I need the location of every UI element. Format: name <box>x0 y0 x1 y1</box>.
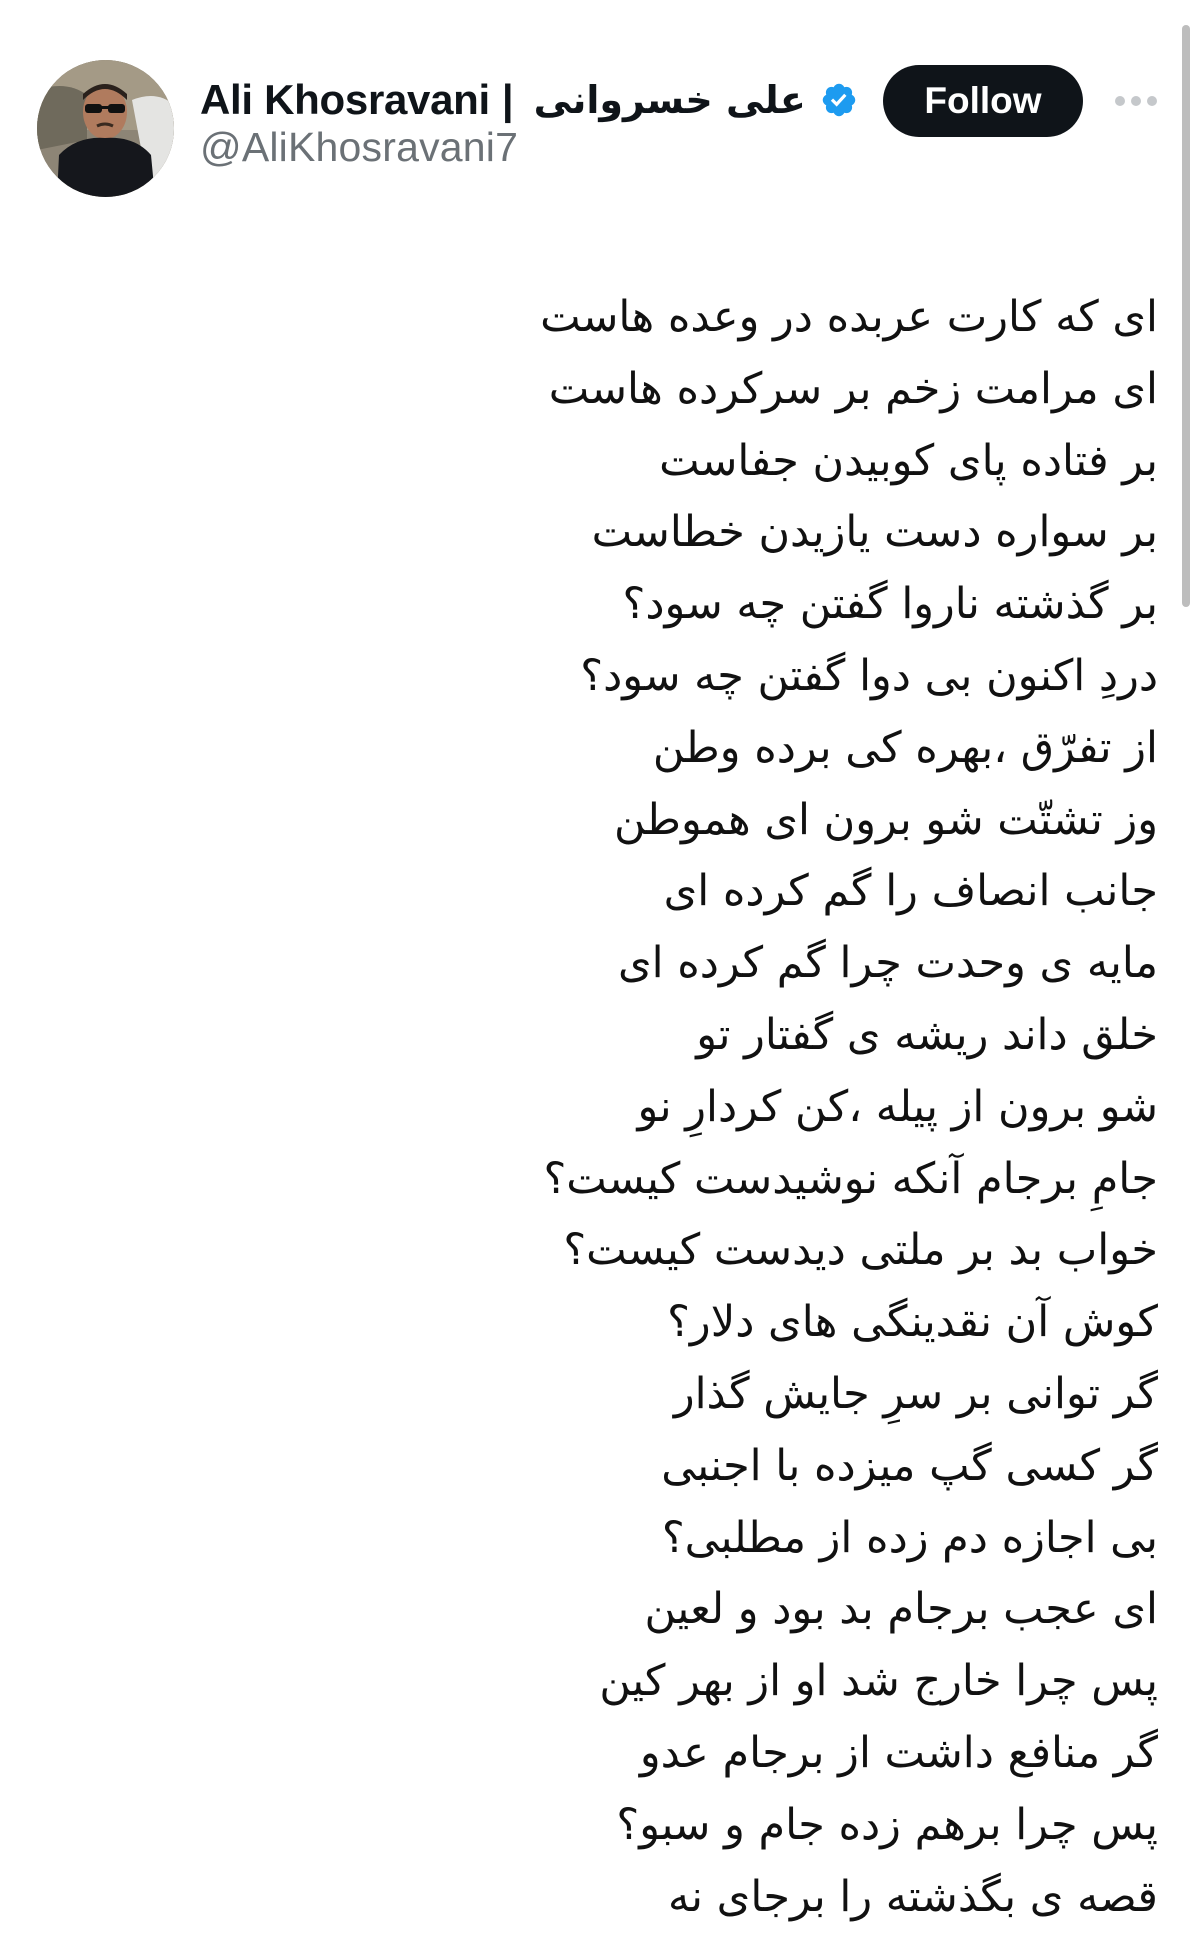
user-avatar-photo <box>37 60 174 197</box>
display-name-persian: علی خسروانی <box>533 78 806 122</box>
tweet-text-line: کوش آن نقدینگی های دلار؟ <box>667 1297 1158 1348</box>
follow-button[interactable]: Follow <box>883 65 1083 137</box>
tweet-text-line: پس چرا خارج شد او از بهر کین <box>599 1656 1158 1707</box>
tweet-text-line: پس چرا برهم زده جام و سبو؟ <box>616 1799 1158 1850</box>
tweet-text-line: مایه ی وحدت چرا گم کرده ای <box>617 938 1158 989</box>
more-options-button[interactable] <box>1108 86 1164 116</box>
tweet-text-line: بی اجازه دم زده از مطلبی؟ <box>661 1512 1158 1563</box>
tweet-text-line: خلق داند ریشه ی گفتار تو <box>696 1009 1158 1060</box>
tweet-text-line: بر گذشته ناروا گفتن چه سود؟ <box>622 579 1158 630</box>
tweet-text-line: ای مرامت زخم بر سرکرده هاست <box>548 363 1158 414</box>
more-horizontal-icon <box>1115 96 1125 106</box>
tweet-text-line: قصه ی بگذشته را برجای نه <box>667 1871 1158 1922</box>
tweet-text-line: دردِ اکنون بی دوا گفتن چه سود؟ <box>580 650 1158 701</box>
tweet-text-line: جانب انصاف را گم کرده ای <box>663 866 1158 917</box>
tweet-text <box>398 282 1158 1933</box>
tweet-text-line: گر کسی گپ میزده با اجنبی <box>661 1440 1158 1491</box>
display-name-latin: Ali Khosravani <box>200 76 490 123</box>
verified-badge-icon <box>820 81 858 119</box>
tweet-text-line: جامِ برجام آنکه نوشیدست کیست؟ <box>543 1153 1158 1204</box>
avatar[interactable] <box>37 60 174 197</box>
user-handle[interactable]: @AliKhosravani7 <box>200 124 519 170</box>
tweet-text-line: ای که کارت عربده در وعده هاست <box>540 292 1158 342</box>
tweet-text-line: شو برون از پیله ،کن کردارِ نو <box>637 1081 1158 1132</box>
tweet-text-line: بر فتاده پای کوبیدن جفاست <box>659 435 1158 486</box>
tweet-text-line: ای عجب برجام بد بود و لعین <box>644 1584 1158 1635</box>
tweet-text-line: گر منافع داشت از برجام عدو <box>639 1727 1158 1778</box>
tweet-text-line: گر توانی بر سرِ جایش گذار <box>673 1368 1158 1419</box>
tweet-text-line: بر سواره دست یازیدن خطاست <box>591 507 1158 558</box>
scrollbar-thumb[interactable] <box>1182 25 1190 607</box>
display-name-row[interactable] <box>200 72 858 128</box>
display-name-separator: | <box>501 76 514 123</box>
more-horizontal-icon <box>1131 96 1141 106</box>
tweet-text-line: از تفرّق ،بهره کی برده وطن <box>652 722 1158 773</box>
tweet-text-line: وز تشتّت شو برون ای هموطن <box>614 794 1158 845</box>
more-horizontal-icon <box>1147 96 1157 106</box>
tweet-text-line: خواب بد بر ملتی دیدست کیست؟ <box>563 1225 1158 1276</box>
